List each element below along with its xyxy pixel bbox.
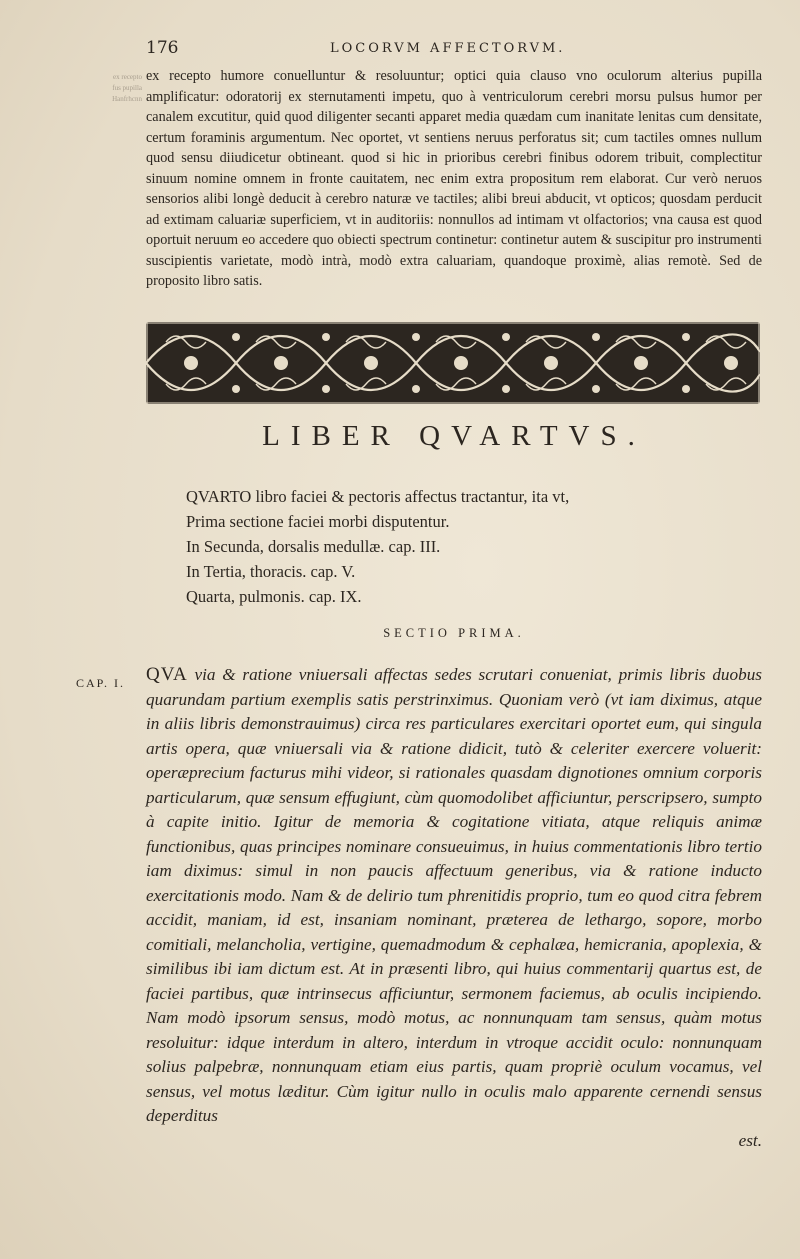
running-head-title: LOCORVM AFFECTORVM. [330,41,566,56]
table-of-contents [186,484,746,609]
top-paragraph: ex recepto humore conuelluntur & resoluuntur; optici quia clauso vno oculorum alterius pupilla amplificatur: odoratorij ex sternutamenti impetu, quo à ventriculorum cerebri morsu pulsus humor per canalem excutitur, quid quod diligenter secanti apparet media quædam cum inanitate lenitas cum densitate, certum foraminis argumentum. Nec oportet, vt sentiens neruus perforatus sit; cum tactiles omnes nullum quod sensu diiudicetur obtineant. quod si hic in prioribus cerebri finibus odorem tribuit, complectitur sinuum nomine omnem in fronte cauitatem, nec enim extra propositum rem elaborat. Cur verò neruos sensorios alibi longè deducit à cerebro naturæ ve tactiles; alibi breui abducit, vt opticos; quosdam perducit ad extimam caluariæ superficiem, vt in auditoriis: nonnullos ad intimam vt olfactorios; vna causa est quod oportuit neruum eo accedere quo obiecti spectrum continetur: continetur autem & suscipitur pro instrumenti suscipientis varietate, modò intrà, modò extra caluariam, quandoque proximè, alias remotè. Sed de proposito libro satis. [146,68,762,289]
toc-line: In Secunda, dorsalis medullæ. cap. III. [186,537,441,556]
margin-note: Hanfrhcnn [112,95,142,103]
chapter-label: CAP. I. [76,676,126,690]
ornament-svg [146,322,760,404]
chapter-paragraph [146,663,762,1153]
margin-note: fus pupilla [112,84,142,92]
floral-ornament-icon [146,322,760,404]
chapter-last-word: est. [738,1130,762,1150]
section-title: SECTIO PRIMA. [383,626,525,640]
toc-line: Quarta, pulmonis. cap. IX. [186,587,362,606]
page-number: 176 [146,38,179,58]
toc-line: QVARTO libro faciei & pectoris affectus tractantur, ita vt, [186,487,570,506]
toc-line: Prima sectione faciei morbi disputentur. [186,512,450,531]
chapter-body: via & ratione vniuersali affectas sedes scrutari conueniat, primis libris duobus quarundam partium exemplis satis perstrinximus. Quoniam verò (vt iam diximus, atque in aliis libris demonstrauimus) circa res particulares exercitari oportet eum, qui singula artis opera, quæ vniuersali via & ratione didicit, tutò & celeriter exercere voluerit: operæprecium facturus mihi videor, si rationales quasdam dignotiones omnium corporis particularum, quæ sensum effugiunt, cùm quomodolibet afficiuntur, perscripsero, sumpto à capite initio. Igitur de memoria & cogitatione vitiata, atque reliquis animæ functionibus, quas principes nominare consueuimus, in huius commentationis libro tertio iam diximus: simul in non paucis affectuum generibus, via & ratione inducto exercitationis modo. Nam & de delirio tum phrenitidis proprio, tum eo quod citra febrem accidit, maniam, id est, insaniam nominant, præterea de lethargo, sopore, morbo comitiali, melancholia, vertigine, quemadmodum & cephalæa, hemicrania, apoplexia, & similibus ibi iam dictum est. At in præsenti libro, qui huius commentarij quartus est, de faciei partibus, quæ intrinsecus afficiuntur, sermonem faciemus, ab oculis incipiendo. Nam modò ipsorum sensus, modò motus, ac nonnunquam tam sensus, quàm motus resoluitur: idque interdum in altero, interdum in vtroque accidit oculo: nonnunquam solius palpebræ, nonnunquam etiam eius partis, quam propriè oculum vocamus, vel sensus, vel motus læditur. Cùm igitur nullo in oculis malo apparente cernendi sensus deperditus [146,665,762,1125]
book-title: LIBER QVARTVS. [262,420,646,452]
running-head [146,38,766,60]
margin-note: ex recepto [113,73,142,81]
drop-cap: QVA [146,664,188,685]
toc-line: In Tertia, thoracis. cap. V. [186,562,356,581]
margin-notes [68,72,142,105]
